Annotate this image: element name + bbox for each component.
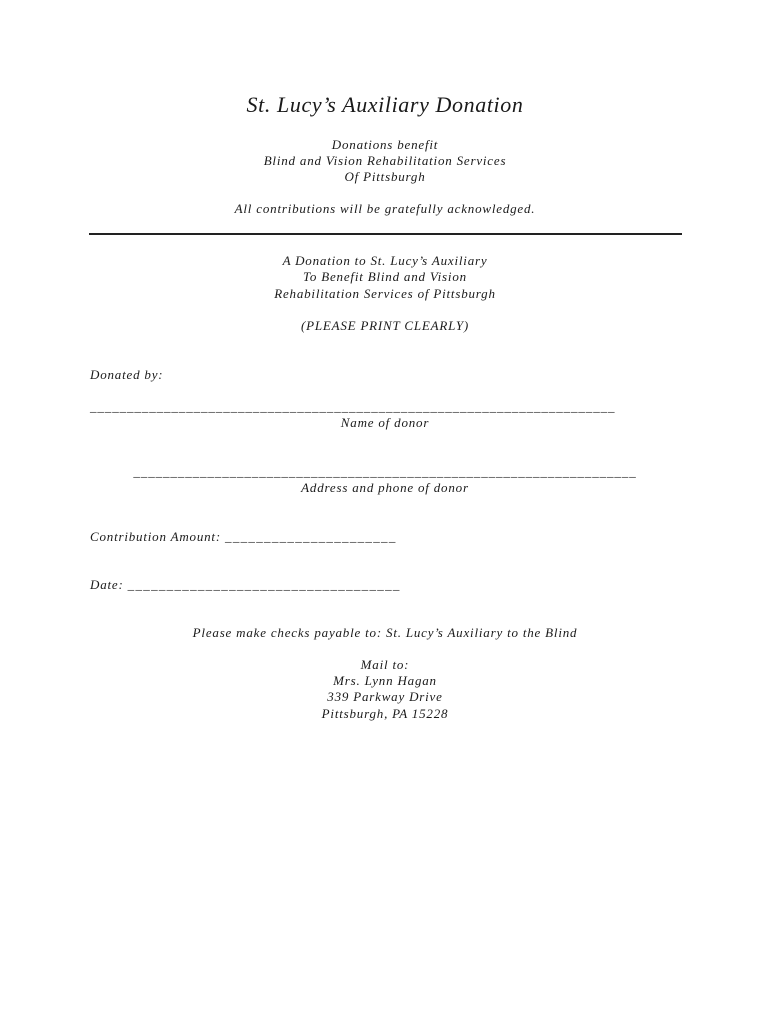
donor-name-line[interactable]: _______________________________________________________________________ — [90, 399, 616, 414]
contribution-amount-line[interactable]: ______________________ — [225, 529, 397, 544]
payable-note: Please make checks payable to: St. Lucy’s Auxiliary to the Blind — [192, 625, 578, 640]
contribution-amount-label: Contribution Amount: — [90, 529, 221, 544]
donor-address-line[interactable]: ____________________________________________________________________ — [133, 464, 637, 479]
mail-to-label: Mail to: — [360, 657, 410, 672]
acknowledgement-text: All contributions will be gratefully acknowledged. — [234, 201, 536, 216]
form-heading-line-3: Rehabilitation Services of Pittsburgh — [274, 286, 496, 301]
benefit-line-2: Blind and Vision Rehabilitation Services — [263, 153, 507, 168]
donor-address-caption: Address and phone of donor — [301, 480, 469, 495]
page-title: St. Lucy’s Auxiliary Donation — [246, 92, 524, 117]
form-heading-line-2: To Benefit Blind and Vision — [303, 269, 467, 284]
recipient-name: Mrs. Lynn Hagan — [333, 673, 437, 688]
donated-by-label: Donated by: — [90, 367, 164, 382]
form-heading-line-1: A Donation to St. Lucy’s Auxiliary — [282, 253, 488, 268]
donor-name-caption: Name of donor — [340, 415, 430, 430]
benefit-line-3: Of Pittsburgh — [344, 169, 426, 184]
date-line[interactable]: ___________________________________ — [127, 577, 401, 592]
contribution-amount-row — [90, 529, 397, 545]
recipient-city-state-zip: Pittsburgh, PA 15228 — [321, 706, 449, 721]
print-clearly-note: (PLEASE PRINT CLEARLY) — [300, 318, 470, 333]
recipient-street: 339 Parkway Drive — [327, 689, 443, 704]
benefit-line-1: Donations benefit — [331, 137, 439, 152]
section-divider — [89, 233, 682, 235]
date-row — [90, 577, 401, 593]
date-label: Date: — [90, 577, 124, 592]
